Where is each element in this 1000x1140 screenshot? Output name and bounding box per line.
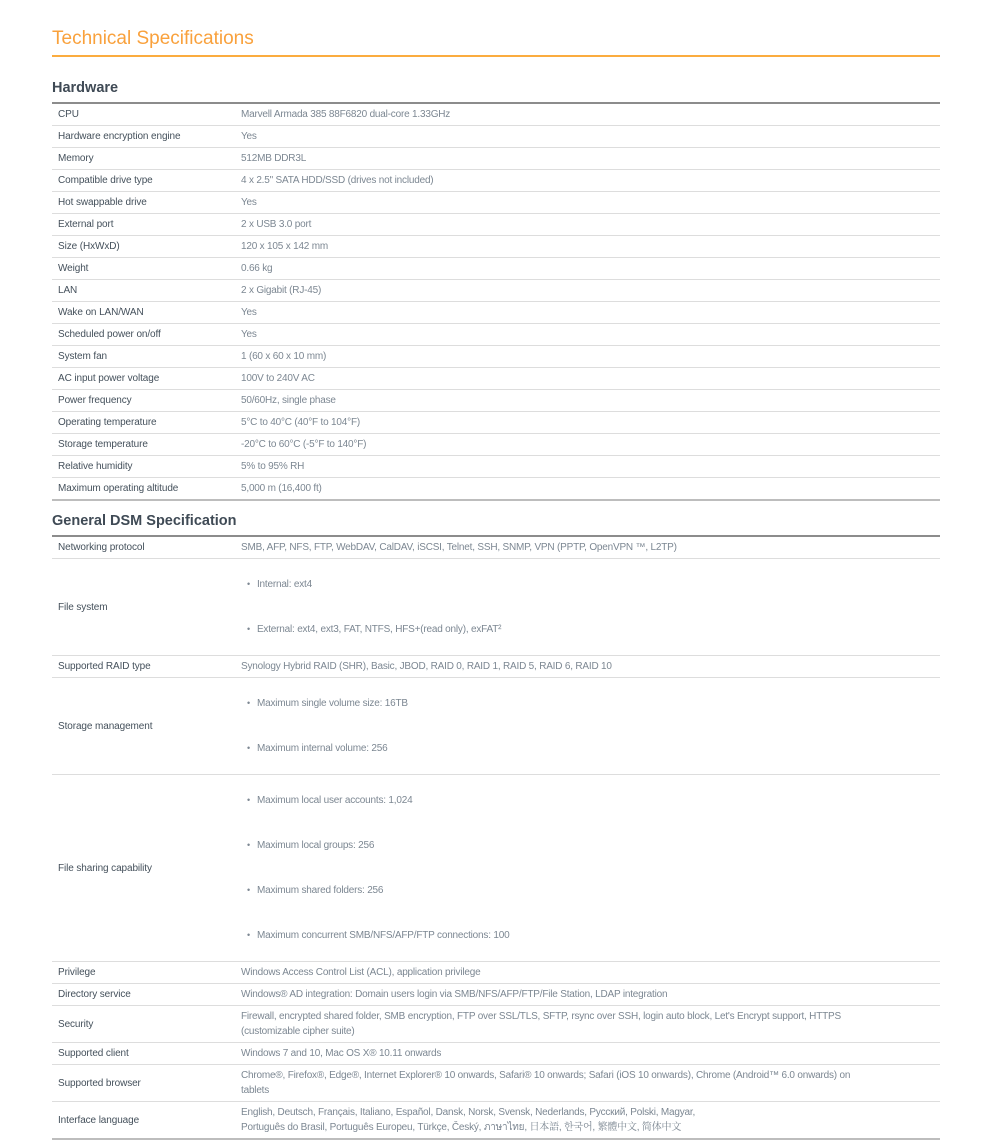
spec-row: [52, 280, 940, 302]
spec-label: Storage management: [58, 720, 153, 732]
spec-value: Windows 7 and 10, Mac OS X® 10.11 onwards: [241, 1048, 442, 1059]
spec-row: [52, 656, 940, 678]
spec-label: Supported RAID type: [58, 661, 151, 672]
spec-label: Maximum operating altitude: [58, 483, 179, 494]
spec-value: 2 x USB 3.0 port: [241, 219, 312, 230]
spec-label: Hardware encryption engine: [58, 131, 181, 142]
bullet-text: Maximum local user accounts: 1,024: [256, 795, 413, 806]
bullet-item: [241, 741, 940, 756]
bullet-icon: •: [247, 885, 250, 895]
spec-label: Supported client: [58, 1048, 129, 1059]
spec-row: [52, 214, 940, 236]
spec-row: [52, 368, 940, 390]
spec-value: 4 x 2.5" SATA HDD/SSD (drives not included): [241, 175, 434, 186]
page-title: Technical Specifications: [52, 28, 940, 57]
spec-label: Relative humidity: [58, 461, 133, 472]
spec-value: Yes: [241, 131, 257, 142]
bullet-text: Maximum single volume size: 16TB: [256, 698, 408, 709]
spec-value: 5°C to 40°C (40°F to 104°F): [241, 417, 360, 428]
section-title: Hardware: [52, 80, 940, 104]
spec-row: [52, 1102, 940, 1138]
spec-value: [241, 775, 940, 961]
spec-row: [52, 170, 940, 192]
spec-label: Compatible drive type: [58, 175, 153, 186]
spec-label: Scheduled power on/off: [58, 329, 161, 340]
spec-row: [52, 537, 940, 559]
spec-row: [52, 984, 940, 1006]
spec-label: External port: [58, 219, 114, 230]
spec-row: [52, 236, 940, 258]
spec-value: 5,000 m (16,400 ft): [241, 483, 322, 494]
spec-value: 5% to 95% RH: [241, 461, 305, 472]
spec-table: [52, 537, 940, 1140]
bullet-item: [241, 577, 940, 592]
spec-row: [52, 390, 940, 412]
bullet-item: [241, 622, 940, 637]
spec-value: 0.66 kg: [241, 263, 273, 274]
spec-value: SMB, AFP, NFS, FTP, WebDAV, CalDAV, iSCSI, Telnet, SSH, SNMP, VPN (PPTP, OpenVPN ™, L2TP): [241, 542, 677, 553]
spec-row: [52, 775, 940, 962]
spec-label: Storage temperature: [58, 439, 148, 450]
bullet-icon: •: [247, 624, 250, 634]
spec-value: 512MB DDR3L: [241, 153, 307, 164]
spec-label: Privilege: [58, 967, 96, 978]
spec-value: 120 x 105 x 142 mm: [241, 241, 329, 252]
bullet-text: External: ext4, ext3, FAT, NTFS, HFS+(read only), exFAT²: [256, 624, 502, 635]
section-title: General DSM Specification: [52, 513, 940, 537]
spec-table: [52, 104, 940, 501]
spec-row: [52, 258, 940, 280]
spec-value: Windows® AD integration: Domain users login via SMB/NFS/AFP/FTP/File Station, LDAP integration: [241, 989, 668, 1000]
spec-label: Memory: [58, 153, 94, 164]
spec-label: System fan: [58, 351, 108, 362]
spec-row: [52, 1043, 940, 1065]
spec-row: [52, 346, 940, 368]
spec-value: 100V to 240V AC: [241, 373, 315, 384]
spec-value: Synology Hybrid RAID (SHR), Basic, JBOD, RAID 0, RAID 1, RAID 5, RAID 6, RAID 10: [241, 661, 612, 672]
spec-row: [52, 434, 940, 456]
spec-label: AC input power voltage: [58, 373, 160, 384]
spec-value: Marvell Armada 385 88F6820 dual-core 1.33GHz: [241, 109, 451, 120]
spec-value: -20°C to 60°C (-5°F to 140°F): [241, 439, 367, 450]
spec-value: 50/60Hz, single phase: [241, 395, 336, 406]
spec-sections-container: [52, 80, 940, 1140]
spec-label: File sharing capability: [58, 862, 152, 874]
spec-label: Wake on LAN/WAN: [58, 307, 144, 318]
spec-row: [52, 678, 940, 775]
spec-value: Yes: [241, 329, 257, 340]
spec-label: Hot swappable drive: [58, 197, 147, 208]
spec-label: Security: [58, 1018, 94, 1030]
bullet-icon: •: [247, 579, 250, 589]
spec-row: [52, 478, 940, 499]
spec-row: [52, 126, 940, 148]
spec-label: Directory service: [58, 989, 131, 1000]
bullet-item: [241, 883, 940, 898]
bullet-item: [241, 838, 940, 853]
spec-label: Size (HxWxD): [58, 241, 120, 252]
spec-section: [52, 80, 940, 501]
spec-value: 1 (60 x 60 x 10 mm): [241, 351, 327, 362]
bullet-icon: •: [247, 840, 250, 850]
bullet-text: Maximum shared folders: 256: [256, 885, 384, 896]
spec-row: [52, 559, 940, 656]
spec-row: [52, 324, 940, 346]
spec-label: Power frequency: [58, 395, 132, 406]
spec-section: [52, 513, 940, 1140]
spec-value: Yes: [241, 307, 257, 318]
bullet-text: Maximum local groups: 256: [256, 840, 375, 851]
spec-value: Windows Access Control List (ACL), application privilege: [241, 967, 481, 978]
bullet-text: Internal: ext4: [256, 579, 312, 590]
spec-row: [52, 412, 940, 434]
spec-label: Weight: [58, 263, 89, 274]
bullet-item: [241, 696, 940, 711]
bullet-icon: •: [247, 795, 250, 805]
spec-row: [52, 148, 940, 170]
spec-row: [52, 192, 940, 214]
spec-row: [52, 1065, 940, 1102]
spec-label: CPU: [58, 109, 79, 120]
spec-value: Firewall, encrypted shared folder, SMB encryption, FTP over SSL/TLS, SFTP, rsync over SSH, login auto block, Let's Encrypt support, HTTPS (customizable cipher suite): [241, 1011, 841, 1037]
spec-value: [241, 678, 940, 774]
bullet-item: [241, 793, 940, 808]
spec-label: LAN: [58, 285, 78, 296]
bullet-icon: •: [247, 930, 250, 940]
spec-row: [52, 456, 940, 478]
spec-label: Supported browser: [58, 1077, 141, 1089]
spec-row: [52, 104, 940, 126]
spec-value: [241, 559, 940, 655]
spec-row: [52, 1006, 940, 1043]
spec-value: English, Deutsch, Français, Italiano, Español, Dansk, Norsk, Svensk, Nederlands, Русский, Polski, Magyar, Português do Brasil, Português Europeu, Türkçe, Český, ภาษาไทย, 日本語, 한국어, 繁體中文, 简体中文: [241, 1107, 696, 1133]
spec-row: [52, 302, 940, 324]
bullet-icon: •: [247, 743, 250, 753]
spec-label: File system: [58, 601, 108, 613]
spec-label: Operating temperature: [58, 417, 157, 428]
spec-row: [52, 962, 940, 984]
spec-value: Yes: [241, 197, 257, 208]
bullet-icon: •: [247, 698, 250, 708]
spec-value: Chrome®, Firefox®, Edge®, Internet Explorer® 10 onwards, Safari® 10 onwards; Safari (iOS 10 onwards), Chrome (Android™ 6.0 onwards) on tablets: [241, 1070, 851, 1096]
spec-label: Networking protocol: [58, 542, 145, 553]
bullet-item: [241, 928, 940, 943]
bullet-text: Maximum concurrent SMB/NFS/AFP/FTP connections: 100: [256, 930, 510, 941]
spec-value: 2 x Gigabit (RJ-45): [241, 285, 322, 296]
bullet-text: Maximum internal volume: 256: [256, 743, 388, 754]
spec-label: Interface language: [58, 1114, 140, 1126]
